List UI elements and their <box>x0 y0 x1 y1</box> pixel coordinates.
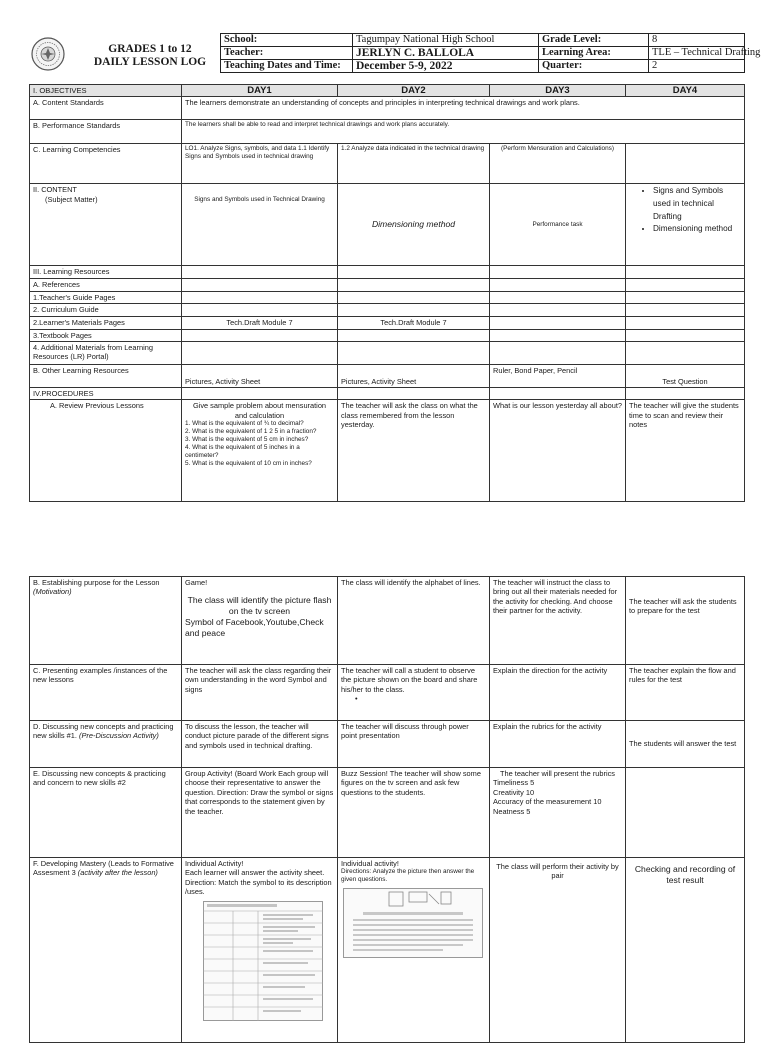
purpose-day1-symbols: Symbol of Facebook,Youtube,Check and peace <box>185 617 324 639</box>
objectives-heading: I. OBJECTIVES <box>30 85 182 97</box>
review-row <box>30 400 745 502</box>
competencies-day4 <box>626 144 745 184</box>
purpose-day4: The teacher will ask the students to prepare for the test <box>626 577 745 665</box>
discussing2-day1: Group Activity! (Board Work Each group will choose their representative to answer the question. Direction: Draw the symbol or signs that corresponds to the statement given by the teacher. <box>182 768 338 858</box>
mastery-day1-title: Individual Activity! <box>185 859 244 868</box>
mastery-day1-cell <box>182 858 338 1043</box>
presenting-day3: Explain the direction for the activity <box>490 665 626 721</box>
mastery-day1-instruction: Each learner will answer the activity sheet. <box>185 868 325 878</box>
presenting-label: C. Presenting examples /instances of the new lessons <box>30 665 182 721</box>
content-day1: Signs and Symbols used in Technical Drawing <box>182 184 338 266</box>
school-label: School: <box>221 34 353 47</box>
references-row <box>30 278 745 291</box>
textbook-label: 3.Textbook Pages <box>30 329 182 341</box>
rubrics-title: The teacher will present the rubrics <box>499 769 616 778</box>
content-standards-text: The learners demonstrate an understanding of concepts and principles in interpreting technical drawings and work plans. <box>182 97 745 120</box>
presenting-day4: The teacher explain the flow and rules for the test <box>626 665 745 721</box>
dates-label: Teaching Dates and Time: <box>221 60 353 73</box>
content-day4-item: • Dimensioning method <box>653 223 741 236</box>
other-resources-day3: Ruler, Bond Paper, Pencil <box>490 365 626 388</box>
discussing1-row <box>30 721 745 768</box>
curriculum-guide-row <box>30 304 745 316</box>
title-line-2: DAILY LESSON LOG <box>93 56 207 68</box>
discussing2-row <box>30 768 745 858</box>
other-resources-day4: Test Question <box>626 365 745 388</box>
review-label: A. Review Previous Lessons <box>30 400 182 502</box>
discussing1-label: D. Discussing new concepts and practicing new skills #1. <box>33 722 174 741</box>
content-day4 <box>626 184 745 266</box>
day4-heading: DAY4 <box>626 85 745 97</box>
resources-label: III. Learning Resources <box>30 266 182 278</box>
header-row-teacher <box>221 47 745 60</box>
curriculum-guide-label: 2. Curriculum Guide <box>30 304 182 316</box>
content-row <box>30 184 745 266</box>
procedures-row <box>30 388 745 400</box>
resources-row <box>30 266 745 278</box>
presenting-day2-bullet: • <box>355 694 358 704</box>
content-standards-label: A. Content Standards <box>30 97 182 120</box>
review-day1 <box>182 400 338 502</box>
performance-standards-text: The learners shall be able to read and interpret technical drawings and work plans accurately. <box>182 120 745 144</box>
purpose-row <box>30 577 745 665</box>
discussing2-label: E. Discussing new concepts & practicing and concern to new skills #2 <box>30 768 182 858</box>
discussing2-day3-cell <box>490 768 626 858</box>
additional-materials-row <box>30 342 745 365</box>
review-question: 5. What is the equivalent of 10 cm in inches? <box>185 460 312 468</box>
procedures-label: IV.PROCEDURES <box>30 388 182 400</box>
competencies-day2: 1.2 Analyze data indicated in the technical drawing <box>338 144 490 184</box>
school-value: Tagumpay National High School <box>353 34 539 47</box>
purpose-day1 <box>182 577 338 665</box>
review-question: 3. What is the equivalent of 5 cm in inches? <box>185 436 309 444</box>
content-day3: Performance task <box>490 184 626 266</box>
grade-level-value: 8 <box>649 34 745 47</box>
other-resources-label: B. Other Learning Resources <box>30 365 182 388</box>
mastery-day4: Checking and recording of test result <box>626 858 745 1043</box>
title-line-1: GRADES 1 to 12 <box>108 43 192 55</box>
activity-worksheet-thumbnail <box>343 888 483 958</box>
rubric-item: Neatness 5 <box>493 806 531 816</box>
learning-area-value: TLE – Technical Drafting <box>649 47 745 60</box>
presenting-row <box>30 665 745 721</box>
competencies-day1: LO1. Analyze Signs, symbols, and data 1.1 Identify Signs and Symbols used in technical drawing <box>182 144 338 184</box>
additional-materials-label: 4. Additional Materials from Learning Resources (LR) Portal) <box>30 342 182 365</box>
learning-area-label: Learning Area: <box>539 47 649 60</box>
content-day4-item: • Signs and Symbols used in technical Drafting <box>653 185 741 223</box>
day-header-row <box>30 85 745 97</box>
teachers-guide-label: 1.Teacher's Guide Pages <box>30 291 182 303</box>
discussing1-label-cell <box>30 721 182 768</box>
discussing1-day1: To discuss the lesson, the teacher will conduct picture parade of the different signs and symbols used in technical drafting. <box>182 721 338 768</box>
rubric-item: Accuracy of the measurement 10 <box>493 797 602 807</box>
lesson-log-table-1 <box>29 84 745 502</box>
day1-heading: DAY1 <box>182 85 338 97</box>
presenting-day2-cell <box>338 665 490 721</box>
mastery-day2-cell <box>338 858 490 1043</box>
purpose-day1-identify: The class will identify the picture flash on the tv screen <box>187 595 332 617</box>
other-resources-row <box>30 365 745 388</box>
discussing1-day4: The students will answer the test <box>626 721 745 768</box>
competencies-day3: (Perform Mensuration and Calculations) <box>490 144 626 184</box>
references-label: A. References <box>30 278 182 291</box>
content-day2: Dimensioning method <box>338 184 490 266</box>
review-question: 4. What is the equivalent of 5 inches in a centimeter? <box>185 444 300 460</box>
mastery-day2-title: Individual activity! <box>341 859 399 868</box>
discussing2-day2: Buzz Session! The teacher will show some figures on the tv screen and ask few questions to the students. <box>338 768 490 858</box>
purpose-day2: The class will identify the alphabet of lines. <box>338 577 490 665</box>
mastery-label-cell <box>30 858 182 1043</box>
header-info-table <box>220 33 761 73</box>
competencies-row <box>30 144 745 184</box>
discussing1-day3: Explain the rubrics for the activity <box>490 721 626 768</box>
content-label-cell <box>30 184 182 266</box>
teacher-value: JERLYN C. BALLOLA <box>353 47 539 60</box>
lesson-log-title <box>80 43 220 69</box>
mastery-label-italic: (activity after the lesson) <box>77 868 158 878</box>
teachers-guide-row <box>30 291 745 303</box>
content-standards-row <box>30 97 745 120</box>
learners-materials-day1: Tech.Draft Module 7 <box>182 316 338 329</box>
content-sublabel: (Subject Matter) <box>45 194 98 204</box>
day3-heading: DAY3 <box>490 85 626 97</box>
review-day1-intro: Give sample problem about mensuration and calculation <box>192 401 327 420</box>
purpose-day1-game: Game! <box>185 578 208 587</box>
learners-materials-row <box>30 316 745 329</box>
performance-standards-row <box>30 120 745 144</box>
quarter-value: 2 <box>649 60 745 73</box>
discussing2-day4 <box>626 768 745 858</box>
purpose-label-cell <box>30 577 182 665</box>
mastery-label: F. Developing Mastery (Leads to Formative Assesment 3 <box>33 859 174 878</box>
header-row-dates <box>221 60 745 73</box>
review-question: 2. What is the equivalent of 1 2 5 in a fraction? <box>185 428 317 436</box>
deped-seal-icon <box>31 37 65 71</box>
grade-level-label: Grade Level: <box>539 34 649 47</box>
learners-materials-day2: Tech.Draft Module 7 <box>338 316 490 329</box>
review-day2: The teacher will ask the class on what the class remembered from the lesson yesterday. <box>338 400 490 502</box>
purpose-label: B. Establishing purpose for the Lesson <box>33 578 160 587</box>
presenting-day1: The teacher will ask the class regarding their own understanding in the word Symbol and signs <box>182 665 338 721</box>
learners-materials-label: 2.Learner's Materials Pages <box>30 316 182 329</box>
review-day3: What is our lesson yesterday all about? <box>490 400 626 502</box>
header-row-school <box>221 34 745 47</box>
discussing1-day2: The teacher will discuss through power point presentation <box>338 721 490 768</box>
teacher-label: Teacher: <box>221 47 353 60</box>
other-resources-day1: Pictures, Activity Sheet <box>182 365 338 388</box>
mastery-day2-direction: Directions: Analyze the picture then answer the given questions. <box>341 868 475 884</box>
competencies-label: C. Learning Competencies <box>30 144 182 184</box>
mastery-day3: The class will perform their activity by pair <box>490 858 626 1043</box>
mastery-day1-direction: Direction: Match the symbol to its description /uses. <box>185 877 332 897</box>
rubric-item: Timeliness 5 <box>493 778 535 788</box>
discussing1-label-italic: (Pre-Discussion Activity) <box>79 731 159 741</box>
activity-sheet-thumbnail <box>203 901 323 1021</box>
review-day4: The teacher will give the students time to scan and review their notes <box>626 400 745 502</box>
day2-heading: DAY2 <box>338 85 490 97</box>
other-resources-day2: Pictures, Activity Sheet <box>338 365 490 388</box>
review-question: 1. What is the equivalent of ¾ to decimal? <box>185 420 304 428</box>
dates-value: December 5-9, 2022 <box>353 60 539 73</box>
mastery-row <box>30 858 745 1043</box>
textbook-row <box>30 329 745 341</box>
purpose-label-italic: (Motivation) <box>33 587 72 597</box>
rubric-item: Creativity 10 <box>493 787 535 797</box>
content-label: II. CONTENT <box>33 185 77 195</box>
lesson-log-table-2 <box>29 576 745 1043</box>
performance-standards-label: B. Performance Standards <box>30 120 182 144</box>
purpose-day3: The teacher will instruct the class to bring out all their materials needed for the activity for checking. And choose their partner for the activity. <box>490 577 626 665</box>
presenting-day2: The teacher will call a student to observe the picture shown on the board and share his/her to the class. <box>341 666 478 694</box>
quarter-label: Quarter: <box>539 60 649 73</box>
